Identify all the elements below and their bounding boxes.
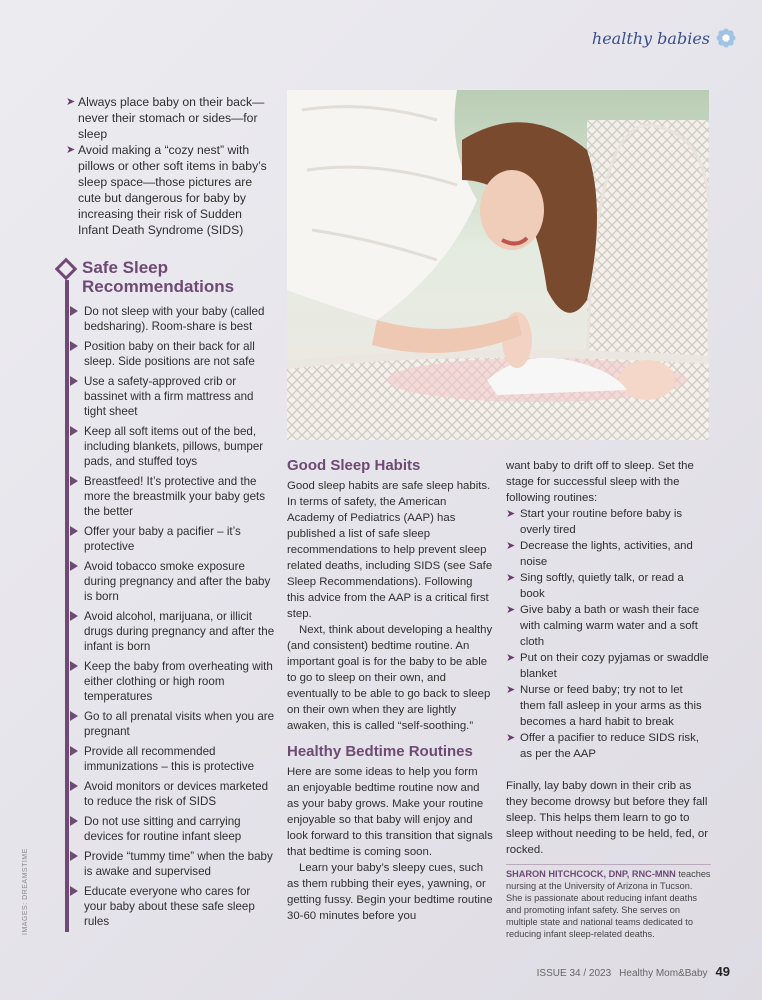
routine-list	[506, 506, 711, 762]
list-item: ➤ Sing softly, quietly talk, or read a book	[506, 572, 684, 600]
author-bio-text: teaches nursing at the University of Arizona in Tucson. She is passionate about reducing infant deaths and promoting infant safety. She serves on multiple state and national teams dedicated to reducing infant sleep-related deaths.	[506, 869, 711, 939]
triangle-bullet-icon	[70, 526, 78, 536]
good-sleep-paragraph-2: Next, think about developing a healthy (and consistent) bedtime routine. An important goal is for the baby to be able to go to sleep on their own, and eventually to be able to go back to sleep on their own when they are lightly awaken, this is called “self-soothing.”	[287, 624, 493, 732]
issue-label: ISSUE 34 / 2023	[536, 968, 612, 979]
author-name: SHARON HITCHCOCK, DNP, RNC-MNN	[506, 869, 676, 879]
list-item: Use a safety-approved crib or bassinet with a firm mattress and tight sheet	[70, 374, 275, 419]
good-sleep-paragraph-1: Good sleep habits are safe sleep habits. In terms of safety, the American Academy of Pediatrics (AAP) has published a list of safe sleep recommendations to help prevent sleep related deaths, including SIDS (see Safe Sleep Recommendations). Following this advice from the AAP is a critical first step.	[287, 480, 493, 620]
list-item: ➤ Decrease the lights, activities, and noise	[506, 540, 693, 568]
diamond-icon	[55, 258, 78, 281]
list-item: ➤ Always place baby on their back—never their stomach or sides—for sleep	[66, 95, 265, 141]
triangle-bullet-icon	[70, 306, 78, 316]
section-tag	[592, 28, 736, 48]
chevron-right-icon: ➤	[66, 144, 76, 156]
flower-icon	[716, 28, 736, 48]
bedtime-paragraph-2: Learn your baby’s sleepy cues, such as them rubbing their eyes, yawning, or getting fussy. Begin your bedtime routine 30-60 minutes before you	[287, 862, 493, 922]
bedtime-heading: Healthy Bedtime Routines	[287, 743, 473, 760]
triangle-bullet-icon	[70, 781, 78, 791]
list-item: ➤ Start your routine before baby is overly tired	[506, 508, 683, 536]
triangle-bullet-icon	[70, 661, 78, 671]
sidebar-rule	[65, 280, 69, 932]
triangle-bullet-icon	[70, 341, 78, 351]
triangle-bullet-icon	[70, 561, 78, 571]
section-tag-label: healthy babies	[591, 28, 710, 48]
triangle-bullet-icon	[70, 376, 78, 386]
triangle-bullet-icon	[70, 611, 78, 621]
list-item: Provide all recommended immunizations – this is protective	[70, 744, 275, 774]
bedtime-paragraph-1: Here are some ideas to help you form an enjoyable bedtime routine now and as your baby grows. Make your routine enjoyable so that baby will enjoy and look forward to this transition that signals that bedtime is coming soon.	[287, 766, 493, 858]
triangle-bullet-icon	[70, 851, 78, 861]
mother-baby-photo	[287, 90, 709, 440]
list-item: ➤ Offer a pacifier to reduce SIDS risk, as per the AAP	[506, 732, 699, 760]
triangle-bullet-icon	[70, 816, 78, 826]
safe-sleep-title: Safe Sleep Recommendations	[82, 258, 235, 296]
triangle-bullet-icon	[70, 426, 78, 436]
list-item: Keep the baby from overheating with either clothing or high room temperatures	[70, 659, 275, 704]
list-item: Go to all prenatal visits when you are pregnant	[70, 709, 275, 739]
triangle-bullet-icon	[70, 886, 78, 896]
top-bullet-list	[66, 94, 272, 238]
article-column-middle	[287, 456, 493, 924]
list-item: Avoid alcohol, marijuana, or illicit drugs during pregnancy and after the infant is born	[70, 609, 275, 654]
list-item: Do not sleep with your baby (called bedsharing). Room-share is best	[70, 304, 275, 334]
page-footer	[537, 964, 730, 979]
magazine-name: Healthy Mom&Baby	[619, 968, 708, 979]
author-bio	[506, 864, 711, 940]
triangle-bullet-icon	[70, 711, 78, 721]
chevron-right-icon: ➤	[506, 508, 516, 520]
list-item: ➤ Put on their cozy pyjamas or swaddle blanket	[506, 652, 709, 680]
list-item: ➤ Avoid making a “cozy nest” with pillows or other soft items in baby’s sleep space—those pictures are cute but dangerous for baby by increasing their risk of Sudden Infant Death Syndrome (SIDS)	[66, 143, 267, 237]
chevron-right-icon: ➤	[506, 572, 516, 584]
list-item: Offer your baby a pacifier – it’s protective	[70, 524, 275, 554]
list-item: Educate everyone who cares for your baby about these safe sleep rules	[70, 884, 275, 929]
chevron-right-icon: ➤	[66, 96, 76, 108]
chevron-right-icon: ➤	[506, 604, 516, 616]
list-item: ➤ Give baby a bath or wash their face with calming warm water and a soft cloth	[506, 604, 700, 648]
list-item: Avoid monitors or devices marketed to reduce the risk of SIDS	[70, 779, 275, 809]
bedtime-paragraph-3: want baby to drift off to sleep. Set the stage for successful sleep with the following routines:	[506, 460, 694, 504]
chevron-right-icon: ➤	[506, 732, 516, 744]
safe-sleep-list	[70, 304, 275, 929]
triangle-bullet-icon	[70, 746, 78, 756]
article-column-right	[506, 458, 711, 940]
list-item: Provide “tummy time” when the baby is awake and supervised	[70, 849, 275, 879]
safe-sleep-sidebar	[62, 258, 275, 933]
photo-credit: IMAGES: DREAMSTIME	[22, 848, 29, 935]
chevron-right-icon: ➤	[506, 652, 516, 664]
list-item: Breastfeed! It’s protective and the more the breastmilk your baby gets the better	[70, 474, 275, 519]
chevron-right-icon: ➤	[506, 540, 516, 552]
triangle-bullet-icon	[70, 476, 78, 486]
mother-baby-illustration	[287, 90, 709, 440]
list-item: ➤ Nurse or feed baby; try not to let them fall asleep in your arms as this becomes a hard habit to break	[506, 684, 702, 728]
closing-paragraph: Finally, lay baby down in their crib as they become drowsy but before they fall sleep. This helps them learn to go to sleep without needing to be held, fed, or rocked.	[506, 780, 709, 856]
chevron-right-icon: ➤	[506, 684, 516, 696]
list-item: Avoid tobacco smoke exposure during pregnancy and after the baby is born	[70, 559, 275, 604]
list-item: Position baby on their back for all sleep. Side positions are not safe	[70, 339, 275, 369]
page-number: 49	[715, 964, 730, 979]
good-sleep-heading: Good Sleep Habits	[287, 457, 421, 474]
list-item: Do not use sitting and carrying devices for routine infant sleep	[70, 814, 275, 844]
list-item: Keep all soft items out of the bed, including blankets, pillows, bumper pads, and stuffed toys	[70, 424, 275, 469]
